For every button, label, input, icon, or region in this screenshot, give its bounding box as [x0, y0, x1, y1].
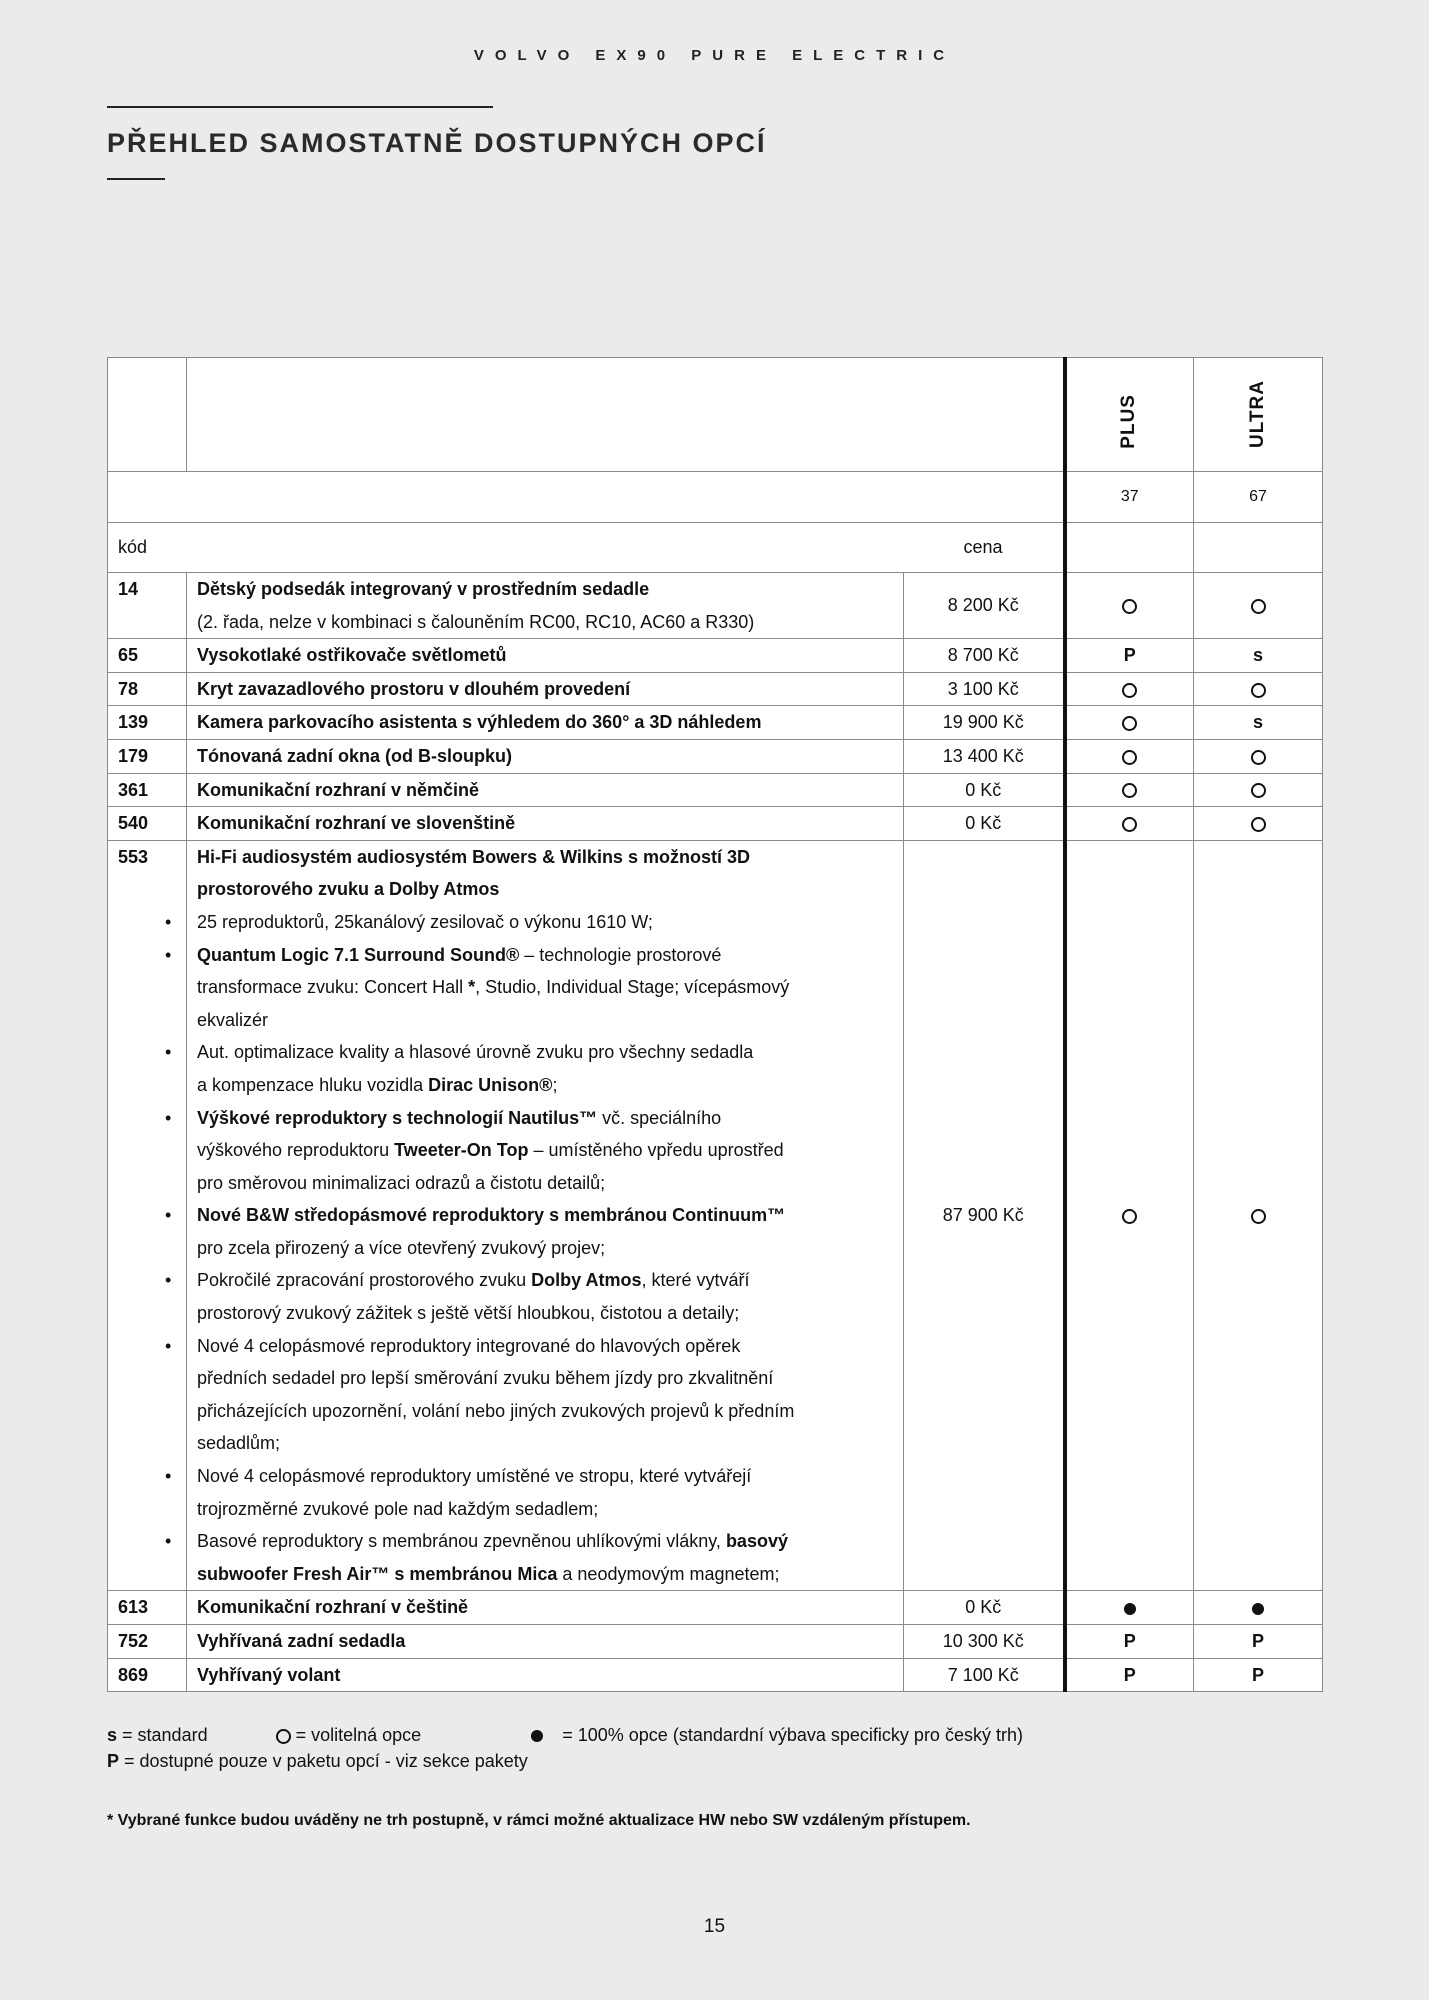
availability-cell: [1194, 840, 1323, 1591]
description-text: Dolby Atmos: [531, 1270, 642, 1291]
bullet-icon: •: [165, 911, 172, 932]
description-line: [197, 774, 893, 807]
description-text: Výškové reproduktory s technologií Nautilus™: [197, 1107, 598, 1128]
description-line: [197, 1362, 893, 1395]
option-code: 179: [108, 739, 187, 773]
availability-cell: [1194, 639, 1323, 673]
availability-cell: [1065, 639, 1194, 673]
availability-cell: [1065, 807, 1194, 841]
description-text: Kryt zavazadlového prostoru v dlouhém provedení: [197, 678, 631, 699]
optional-circle-icon: [1251, 817, 1266, 832]
description-text: Vyhřívaný volant: [197, 1664, 341, 1685]
legend: [107, 1722, 1023, 1774]
description-text: Nové B&W středopásmové reproduktory s membránou Continuum™: [197, 1205, 786, 1226]
bullet-icon: •: [165, 1531, 172, 1552]
empty-cell: [1194, 523, 1323, 573]
option-description: [187, 1625, 904, 1659]
brand-header: VOLVO EX90 PURE ELECTRIC: [473, 47, 956, 64]
description-text: Dětský podsedák integrovaný v prostředním sedadle: [197, 579, 650, 599]
col-price-header: cena: [904, 523, 1065, 573]
optional-circle-icon: [1122, 716, 1137, 731]
legend-s-symbol: s: [107, 1725, 118, 1745]
bullet-icon: •: [165, 944, 172, 965]
option-price: 10 300 Kč: [904, 1625, 1065, 1659]
description-line: [197, 1134, 893, 1167]
page-title: PŘEHLED SAMOSTATNĚ DOSTUPNÝCH OPCÍ: [107, 128, 767, 158]
option-description: [187, 573, 904, 639]
description-text: 25 reproduktorů, 25kanálový zesilovač o výkonu 1610 W;: [197, 911, 653, 932]
description-text: pro zcela přirozený a více otevřený zvukový projev;: [197, 1237, 606, 1258]
table-row: [108, 1591, 1323, 1625]
description-text: Komunikační rozhraní ve slovenštině: [197, 813, 516, 834]
trim-plus: PLUS: [1118, 393, 1140, 449]
availability-cell: [1065, 573, 1194, 639]
standard-dot-icon: [531, 1730, 543, 1742]
description-text: prostorový zvukový zážitek s ještě větší hloubkou, čistotou a detaily;: [197, 1303, 740, 1324]
option-description: [187, 1591, 904, 1625]
availability-mark: P: [1123, 1664, 1136, 1685]
availability-mark: P: [1251, 1631, 1264, 1651]
description-line: [197, 1659, 893, 1692]
description-text: ekvalizér: [197, 1009, 269, 1030]
description-line: [165, 906, 893, 939]
option-price: 8 700 Kč: [904, 639, 1065, 673]
legend-dot-text: = 100% opce (standardní výbava specificky pro český trh): [557, 1725, 1023, 1745]
trim-code-label-empty: [108, 472, 1065, 523]
description-line: [165, 1102, 893, 1135]
optional-circle-icon: [1122, 750, 1137, 765]
optional-circle-icon: [1251, 599, 1266, 614]
table-row: [108, 672, 1323, 706]
description-line: [197, 706, 893, 739]
option-price: 8 200 Kč: [904, 573, 1065, 639]
option-price: 7 100 Kč: [904, 1658, 1065, 1692]
table-row: [108, 739, 1323, 773]
table-row: [108, 840, 1323, 1591]
optional-circle-icon: [1251, 783, 1266, 798]
option-code: 540: [108, 807, 187, 841]
option-code: 553: [108, 840, 187, 1591]
header-empty: [108, 358, 187, 472]
availability-cell: [1065, 1591, 1194, 1625]
description-text: výškového reproduktoru: [197, 1140, 395, 1161]
optional-circle-icon: [1251, 683, 1266, 698]
description-text: , Studio, Individual Stage; vícepásmový: [475, 977, 790, 998]
trim-code-ultra: 67: [1194, 472, 1323, 523]
option-code: 78: [108, 672, 187, 706]
availability-cell: [1194, 706, 1323, 740]
option-price: 87 900 Kč: [904, 840, 1065, 1591]
option-code: 613: [108, 1591, 187, 1625]
option-description: [187, 706, 904, 740]
description-text: sedadlům;: [197, 1433, 281, 1454]
description-text: trojrozměrné zvukové pole nad každým sedadlem;: [197, 1498, 599, 1519]
description-text: *: [468, 977, 476, 998]
description-text: Vysokotlaké ostřikovače světlometů: [197, 645, 507, 666]
option-description: [187, 807, 904, 841]
description-line: [197, 807, 893, 840]
option-price: 3 100 Kč: [904, 672, 1065, 706]
description-text: , které vytváří: [641, 1270, 750, 1291]
divider: [107, 106, 493, 108]
header-empty: [187, 358, 1065, 472]
option-price: 19 900 Kč: [904, 706, 1065, 740]
description-line: [197, 1069, 893, 1102]
standard-dot-icon: [1124, 1603, 1136, 1615]
option-description: [187, 639, 904, 673]
col-code-header: kód: [108, 523, 904, 573]
description-line: [165, 939, 893, 972]
bullet-icon: •: [165, 1335, 172, 1356]
description-text: Aut. optimalizace kvality a hlasové úrovně zvuku pro všechny sedadla: [197, 1042, 754, 1063]
description-text: Komunikační rozhraní v češtině: [197, 1597, 469, 1618]
availability-cell: [1065, 672, 1194, 706]
description-line: [197, 673, 893, 706]
optional-circle-icon: [276, 1729, 291, 1744]
page-number: 15: [703, 1916, 726, 1937]
availability-cell: [1065, 773, 1194, 807]
availability-cell: [1194, 573, 1323, 639]
option-description: [187, 739, 904, 773]
availability-cell: [1194, 1658, 1323, 1692]
description-text: (2. řada, nelze v kombinaci s čalouněním RC00, RC10, AC60 a R330): [197, 611, 755, 632]
option-description: [165, 840, 904, 1591]
bullet-icon: •: [165, 1042, 172, 1063]
availability-mark: s: [1252, 645, 1263, 666]
description-text: subwoofer Fresh Air™ s membránou Mica: [197, 1563, 558, 1584]
description-text: přicházejících upozornění, volání nebo jiných zvukových projevů k předním: [197, 1400, 795, 1421]
bullet-icon: •: [165, 1107, 172, 1128]
availability-cell: [1065, 840, 1194, 1591]
description-text: – umístěného vpředu uprostřed: [528, 1140, 784, 1161]
trim-ultra: ULTRA: [1246, 380, 1268, 449]
empty-cell: [1065, 523, 1194, 573]
option-price: 0 Kč: [904, 807, 1065, 841]
description-text: Hi-Fi audiosystém audiosystém Bowers & Wilkins s možností 3D: [197, 846, 750, 867]
optional-circle-icon: [1122, 683, 1137, 698]
option-price: 0 Kč: [904, 773, 1065, 807]
trim-code-plus: 37: [1065, 472, 1194, 523]
option-code: 65: [108, 639, 187, 673]
table-row: [108, 807, 1323, 841]
availability-mark: P: [1123, 645, 1136, 666]
description-text: Tweeter-On Top: [394, 1140, 529, 1161]
description-text: Nové 4 celopásmové reproduktory umístěné ve stropu, které vytvářejí: [197, 1466, 752, 1487]
availability-cell: [1065, 706, 1194, 740]
table-row: [108, 1625, 1323, 1659]
description-text: prostorového zvuku a Dolby Atmos: [197, 879, 500, 900]
availability-cell: [1194, 773, 1323, 807]
option-code: 869: [108, 1658, 187, 1692]
availability-cell: [1065, 1625, 1194, 1659]
description-line: [197, 1558, 893, 1591]
option-code: 139: [108, 706, 187, 740]
bullet-icon: •: [165, 1466, 172, 1487]
description-text: Basové reproduktory s membránou zpevněnou uhlíkovými vlákny,: [197, 1531, 726, 1552]
description-text: vč. speciálního: [597, 1107, 722, 1128]
option-price: 13 400 Kč: [904, 739, 1065, 773]
legend-p-text: = dostupné pouze v paketu opcí - viz sekce pakety: [119, 1751, 528, 1771]
description-line: [165, 1199, 893, 1232]
description-text: předních sedadel pro lepší směrování zvuku během jízdy pro zkvalitnění: [197, 1368, 774, 1389]
bullet-icon: •: [165, 1270, 172, 1291]
legend-o-text: = volitelná opce: [290, 1725, 422, 1745]
description-text: basový: [725, 1531, 788, 1552]
availability-cell: [1194, 1591, 1323, 1625]
availability-cell: [1065, 1658, 1194, 1692]
description-text: – technologie prostorové: [519, 944, 722, 965]
availability-cell: [1194, 1625, 1323, 1659]
description-line: [197, 639, 893, 672]
description-line: [197, 1591, 893, 1624]
description-text: a kompenzace hluku vozidla: [197, 1074, 429, 1095]
option-code: 752: [108, 1625, 187, 1659]
optional-circle-icon: [1122, 1209, 1137, 1224]
description-text: a neodymovým magnetem;: [557, 1563, 780, 1584]
description-text: Quantum Logic 7.1 Surround Sound®: [197, 944, 520, 965]
description-line: [197, 606, 893, 639]
description-line: [165, 1330, 893, 1363]
legend-s-text: = standard: [117, 1725, 208, 1745]
description-line: [197, 873, 893, 906]
option-price: 0 Kč: [904, 1591, 1065, 1625]
description-text: Komunikační rozhraní v němčině: [197, 779, 480, 800]
standard-dot-icon: [1252, 1603, 1264, 1615]
description-line: [197, 1004, 893, 1037]
description-line: [197, 1427, 893, 1460]
availability-mark: P: [1251, 1664, 1264, 1685]
availability-mark: s: [1252, 712, 1263, 733]
bullet-icon: •: [165, 1205, 172, 1226]
option-description: [187, 773, 904, 807]
description-line: [197, 1395, 893, 1428]
optional-circle-icon: [1122, 817, 1137, 832]
description-line: [197, 1232, 893, 1265]
description-text: Nové 4 celopásmové reproduktory integrované do hlavových opěrek: [197, 1335, 741, 1356]
description-line: [165, 1460, 893, 1493]
footnote: * Vybrané funkce budou uváděny ne trh postupně, v rámci možné aktualizace HW nebo SW vzdáleným přístupem.: [107, 1812, 971, 1829]
description-text: Kamera parkovacího asistenta s výhledem do 360° a 3D náhledem: [197, 712, 762, 733]
option-code: 361: [108, 773, 187, 807]
legend-p-symbol: P: [107, 1751, 120, 1771]
description-line: [197, 971, 893, 1004]
description-line: [165, 1036, 893, 1069]
optional-circle-icon: [1251, 750, 1266, 765]
table-row: [108, 639, 1323, 673]
description-line: [197, 1625, 893, 1658]
option-description: [187, 1658, 904, 1692]
table-row: [108, 573, 1323, 639]
optional-circle-icon: [1122, 599, 1137, 614]
description-text: Pokročilé zpracování prostorového zvuku: [197, 1270, 532, 1291]
description-line: [197, 841, 893, 874]
description-line: [197, 573, 893, 606]
description-text: Vyhřívaná zadní sedadla: [197, 1631, 406, 1651]
description-text: pro směrovou minimalizaci odrazů a čistotu detailů;: [197, 1172, 606, 1193]
description-line: [165, 1525, 893, 1558]
availability-cell: [1194, 807, 1323, 841]
optional-circle-icon: [1122, 783, 1137, 798]
description-text: Dirac Unison®: [428, 1074, 553, 1095]
description-line: [197, 740, 893, 773]
availability-cell: [1194, 739, 1323, 773]
availability-cell: [1065, 739, 1194, 773]
divider: [107, 178, 165, 180]
option-code: 14: [108, 573, 187, 639]
option-description: [187, 672, 904, 706]
optional-circle-icon: [1251, 1209, 1266, 1224]
table-row: [108, 773, 1323, 807]
options-table: [107, 357, 1323, 1692]
description-line: [197, 1493, 893, 1526]
description-text: ;: [552, 1074, 558, 1095]
description-line: [197, 1297, 893, 1330]
description-line: [197, 1167, 893, 1200]
description-line: [165, 1264, 893, 1297]
description-text: Tónovaná zadní okna (od B-sloupku): [197, 745, 512, 766]
description-text: transformace zvuku: Concert Hall: [197, 977, 469, 998]
table-row: [108, 706, 1323, 740]
availability-mark: P: [1123, 1631, 1136, 1651]
table-row: [108, 1658, 1323, 1692]
availability-cell: [1194, 672, 1323, 706]
